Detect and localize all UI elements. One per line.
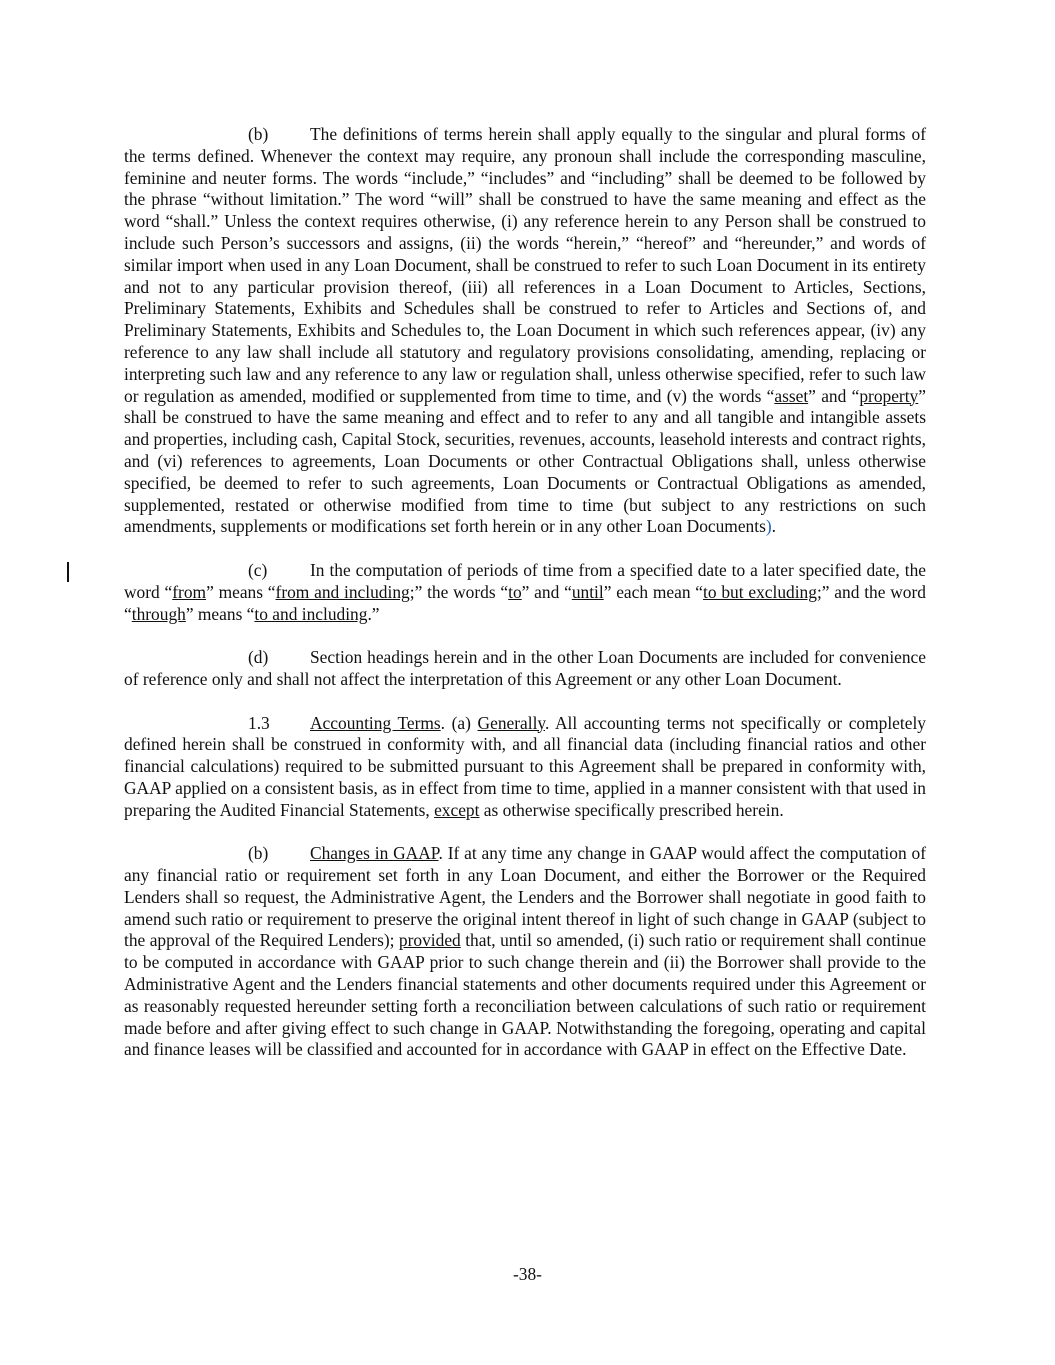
body-text: ;” the words “ [409,581,509,602]
body-text: ” shall be construed to have the same meaning and effect and to refer to any and all tangible and intangible assets and properties, including cash, Capital Stock, securities, revenues, accounts, leasehold interests and contract rights, and (vi) references to agreements, Loan Documents or other Contractual Obligations shall, unless otherwise specified, be deemed to refer to such agreements, Loan Documents or Contractual Obligations as amended, supplemented, restated or otherwise modified from time to time (but subject to any restrictions on such amendments, supplements or modifications set forth herein or in any other Loan Documents [124,385,926,537]
clause-label: (b) [248,124,269,144]
section-heading: Accounting Terms [310,712,441,733]
clause-label: (d) [248,647,269,668]
body-text: In the computation of periods of time from a specified date to a later specified date, the word “ [124,559,926,602]
body-text: ” and “ [808,385,860,406]
defined-term: until [571,581,604,602]
body-text: . If at any time any change in GAAP would affect the computation of any financial ratio or requirement set forth in any Loan Document, and either the Borrower or the Required Lenders shall so request, the Administrative Agent, the Lenders and the Borrower shall negotiate in good faith to amend such ratio or requirement to preserve the original intent thereof in light of such change in GAAP (subject to the approval of the Required Lenders); [124,843,926,951]
defined-term: provided [398,930,461,951]
paragraph-1-2-c [124,560,926,625]
defined-term: through [131,603,186,624]
document-page [124,124,926,1083]
defined-term: to and including [254,603,368,624]
section-1-3-accounting-terms [124,713,926,822]
body-text: . [771,516,777,537]
page-number: -38- [513,1264,542,1284]
section-number: 1.3 [248,712,270,733]
subsection-heading: Changes in GAAP [310,843,439,864]
defined-term: from and including [275,581,410,602]
defined-term: property [859,385,919,406]
body-text: . All accounting terms not specifically or completely defined herein shall be construed in conformity with, and all financial data (including financial ratios and other financial calculations) required to be submitted pursuant to this Agreement shall be prepared in conformity with, GAAP applied on a consistent basis, as in effect from time to time, applied in a manner consistent with that used in preparing the Audited Financial Statements, [124,712,926,820]
paragraph-1-2-d [124,647,926,691]
clause-label: (c) [248,559,268,580]
body-text: The definitions of terms herein shall apply equally to the singular and plural forms of the terms defined. Whenever the context may require, any pronoun shall include the corresponding masculine, feminine and neuter forms. The words “include,” “includes” and “including” shall be deemed to be followed by the phrase “without limitation.” The word “will” shall be construed to have the same meaning and effect as the word “shall.” Unless the context requires otherwise, (i) any reference herein to any Person shall be construed to include such Person’s successors and assigns, (ii) the words “herein,” “hereof” and “hereunder,” and words of similar import when used in any Loan Document, shall be construed to refer to such Loan Document in its entirety and not to any particular provision thereof, (iii) all references in a Loan Document to Articles, Sections, Preliminary Statements, Exhibits and Schedules shall be construed to refer to Articles and Sections of, and Preliminary Statements, Exhibits and Schedules to, the Loan Document in which such references appear, (iv) any reference to any law shall include all statutory and regulatory provisions consolidating, amending, replacing or interpreting such law and any reference to any law or regulation shall, unless otherwise specified, refer to such law or regulation as amended, modified or supplemented from time to time, and (v) the words “ [124,124,926,406]
defined-term: to [508,581,522,602]
body-text: ” means “ [185,603,255,624]
body-text: ” each mean “ [603,581,704,602]
body-text: Section headings herein and in the other Loan Documents are included for convenience of reference only and shall not affect the interpretation of this Agreement or any other Loan Document. [124,647,926,689]
defined-term: asset [774,385,809,406]
clause-label: (b) [248,843,269,864]
body-text: . (a) [440,712,478,733]
paragraph-1-3-b-changes-in-gaap [124,843,926,1061]
paragraph-1-2-b [124,124,926,538]
body-text: ” and “ [521,581,572,602]
body-text: ” means “ [206,581,276,602]
body-text: ;” and the word “ [124,581,926,624]
defined-term: to but excluding [703,581,817,602]
body-text: .” [367,603,380,624]
body-text: that, until so amended, (i) such ratio or requirement shall continue to be computed in accordance with GAAP prior to such change therein and (ii) the Borrower shall provide to the Administrative Agent and the Lenders financial statements and other documents required under this Agreement or as reasonably requested hereunder setting forth a reconciliation between calculations of such ratio or requirement made before and after giving effect to such change in GAAP. Notwithstanding the foregoing, operating and capital and finance leases will be classified and accounted for in accordance with GAAP in effect on the Effective Date. [124,930,926,1060]
subsection-heading: Generally [477,712,545,733]
revision-change-bar [67,562,69,582]
body-text: as otherwise specifically prescribed herein. [479,799,784,820]
defined-term: except [434,799,480,820]
defined-term: from [172,581,207,602]
tracked-change-text: ) [765,516,772,537]
